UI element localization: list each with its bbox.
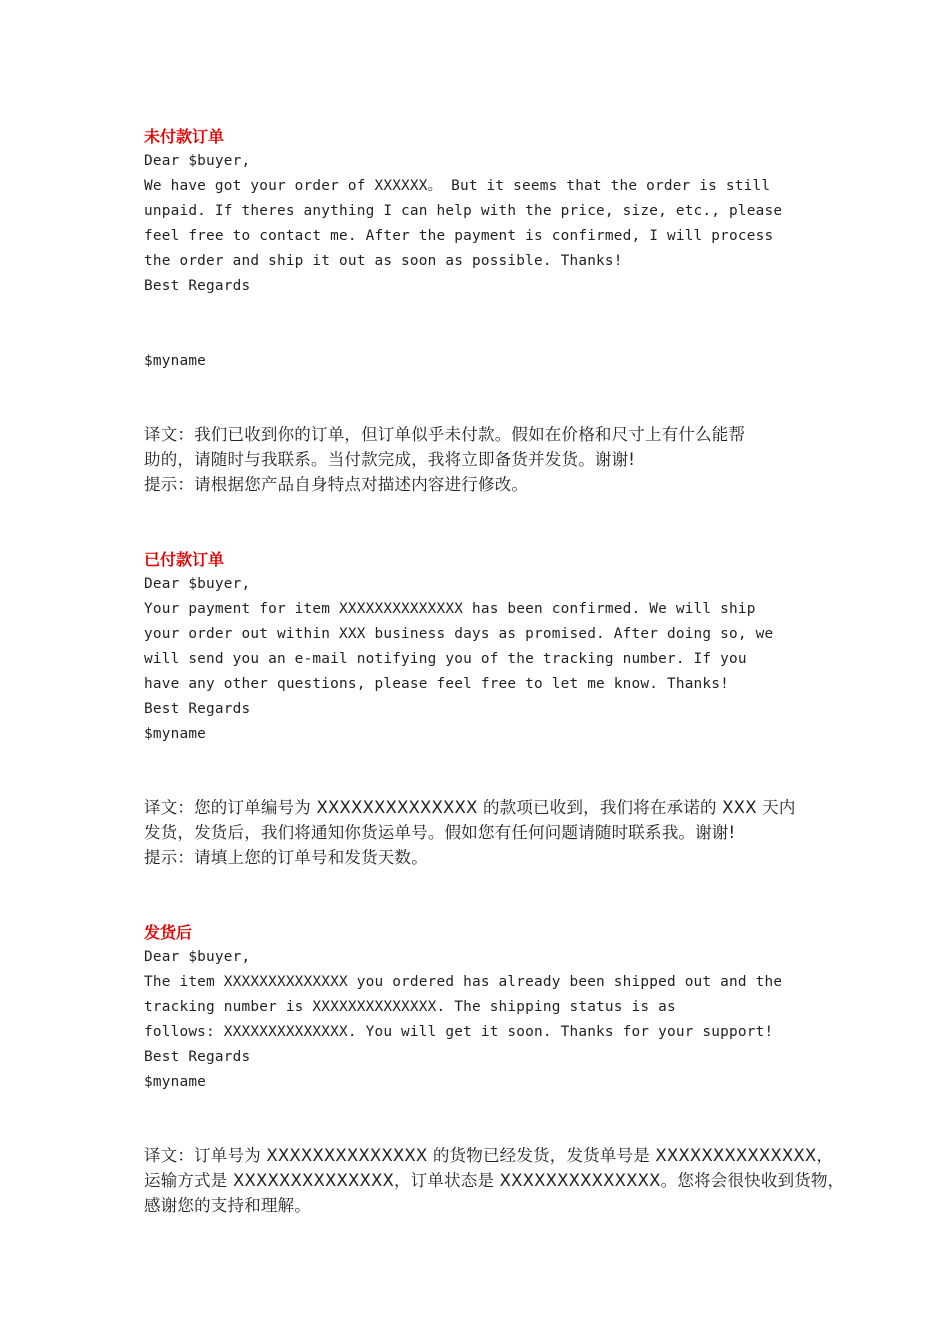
text-line: 译文：您的订单编号为 XXXXXXXXXXXXXX 的款项已收到，我们将在承诺的 XXX 天内 [144, 798, 796, 817]
text-line: have any other questions, please feel free to let me know. Thanks! [144, 676, 730, 692]
text-line: 提示：请填上您的订单号和发货天数。 [144, 848, 428, 867]
text-line: Best Regards [144, 278, 251, 294]
text-line: the order and ship it out as soon as possible. Thanks! [144, 253, 623, 269]
text-line: 感谢您的支持和理解。 [144, 1196, 311, 1215]
text-line: 提示：请根据您产品自身特点对描述内容进行修改。 [144, 475, 529, 494]
text-line: follows: XXXXXXXXXXXXXX. You will get it soon. Thanks for your support! [144, 1024, 774, 1040]
text-line: Best Regards [144, 1049, 251, 1065]
text-line: 译文：订单号为 XXXXXXXXXXXXXX 的货物已经发货，发货单号是 XXXXXXXXXXXXXX， [144, 1146, 834, 1165]
chinese-translation [144, 1143, 845, 1218]
text-line: will send you an e-mail notifying you of the tracking number. If you [144, 651, 747, 667]
text-line: 译文：我们已收到你的订单，但订单似乎未付款。假如在价格和尺寸上有什么能帮 [144, 425, 746, 444]
english-template [144, 149, 814, 374]
text-line: 运输方式是 XXXXXXXXXXXXXX，订单状态是 XXXXXXXXXXXXXX。您将会很快收到货物， [144, 1171, 845, 1190]
signature: $myname [144, 726, 207, 742]
text-line: Dear $buyer, [144, 576, 251, 592]
section-title: 未付款订单 [144, 127, 225, 146]
text-line: unpaid. If theres anything I can help with the price, size, etc., please [144, 203, 783, 219]
chinese-translation [144, 422, 814, 497]
text-line: Dear $buyer, [144, 949, 251, 965]
english-template [144, 945, 814, 1095]
text-line: 助的，请随时与我联系。当付款完成，我将立即备货并发货。谢谢! [144, 450, 636, 469]
signature: $myname [144, 1074, 207, 1090]
document-page [144, 124, 845, 1218]
text-line: 发货，发货后，我们将通知你货运单号。假如您有任何问题请随时联系我。谢谢! [144, 823, 736, 842]
text-line: feel free to contact me. After the payment is confirmed, I will process [144, 228, 774, 244]
section-after-shipment [144, 920, 845, 1218]
signature: $myname [144, 353, 207, 369]
text-line: your order out within XXX business days as promised. After doing so, we [144, 626, 774, 642]
section-title: 发货后 [144, 923, 193, 942]
text-line: The item XXXXXXXXXXXXXX you ordered has already been shipped out and the [144, 974, 783, 990]
text-line: Your payment for item XXXXXXXXXXXXXX has been confirmed. We will ship [144, 601, 756, 617]
chinese-translation [144, 795, 814, 870]
section-paid-order [144, 547, 814, 870]
text-line: Best Regards [144, 701, 251, 717]
text-line: tracking number is XXXXXXXXXXXXXX. The shipping status is as [144, 999, 676, 1015]
text-line: We have got your order of XXXXXX。 But it seems that the order is still [144, 178, 771, 194]
section-unpaid-order [144, 124, 814, 497]
english-template [144, 572, 814, 747]
section-title: 已付款订单 [144, 550, 225, 569]
text-line: Dear $buyer, [144, 153, 251, 169]
